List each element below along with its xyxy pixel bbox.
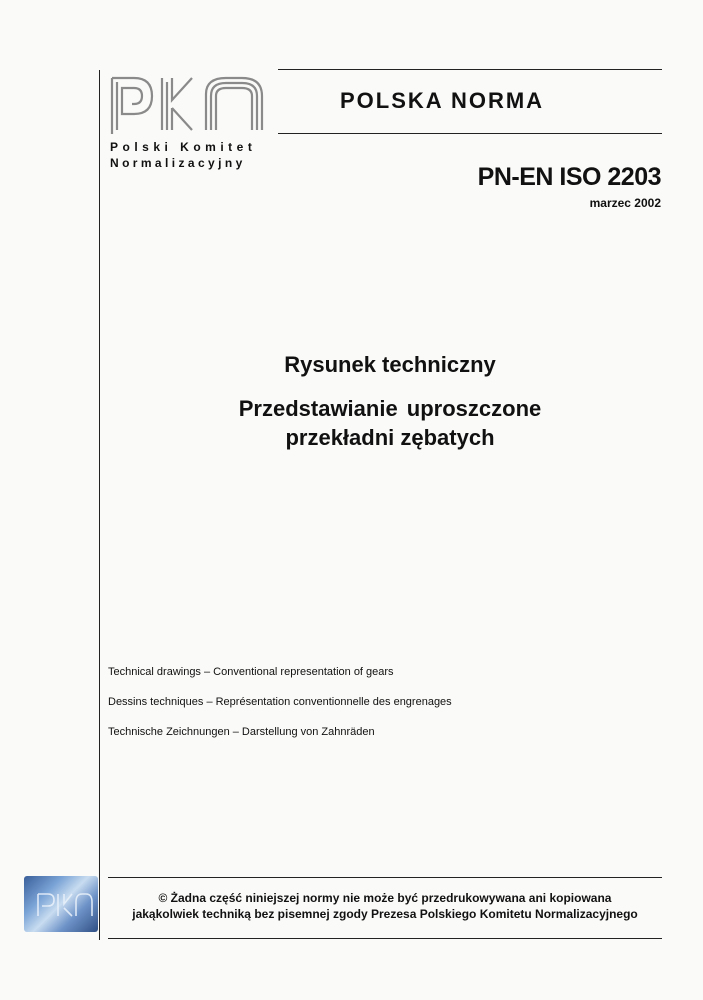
title-sub-line2: przekładni zębatych xyxy=(285,425,495,450)
header-rule-bottom xyxy=(278,133,662,134)
org-name-line2: Normalizacyjny xyxy=(110,156,246,170)
title-english: Technical drawings – Conventional representation of gears xyxy=(108,666,394,678)
copyright-line1: © Żadna część niniejszej normy nie może być przedrukowywana ani kopiowana xyxy=(158,891,612,905)
pkn-logo-icon xyxy=(108,72,268,136)
footer-rule-top xyxy=(108,877,662,878)
title-main: Rysunek techniczny xyxy=(284,352,496,377)
left-rule xyxy=(99,70,100,940)
pkn-hologram-icon xyxy=(24,876,98,932)
header-rule-top xyxy=(278,69,662,70)
footer-rule-bottom xyxy=(108,938,662,939)
title-french: Dessins techniques – Représentation conventionnelle des engrenages xyxy=(108,696,452,708)
copyright-line2: jakąkolwiek techniką bez pisemnej zgody Prezesa Polskiego Komitetu Normalizacyjnego xyxy=(132,907,638,921)
title-german: Technische Zeichnungen – Darstellung von Zahnräden xyxy=(108,726,375,738)
norm-date: marzec 2002 xyxy=(589,196,661,210)
org-name-line1: Polski Komitet xyxy=(110,140,257,154)
title-sub-line1: Przedstawianie uproszczone xyxy=(238,396,542,421)
document-type: POLSKA NORMA xyxy=(340,88,545,113)
norm-code: PN-EN ISO 2203 xyxy=(477,163,661,191)
